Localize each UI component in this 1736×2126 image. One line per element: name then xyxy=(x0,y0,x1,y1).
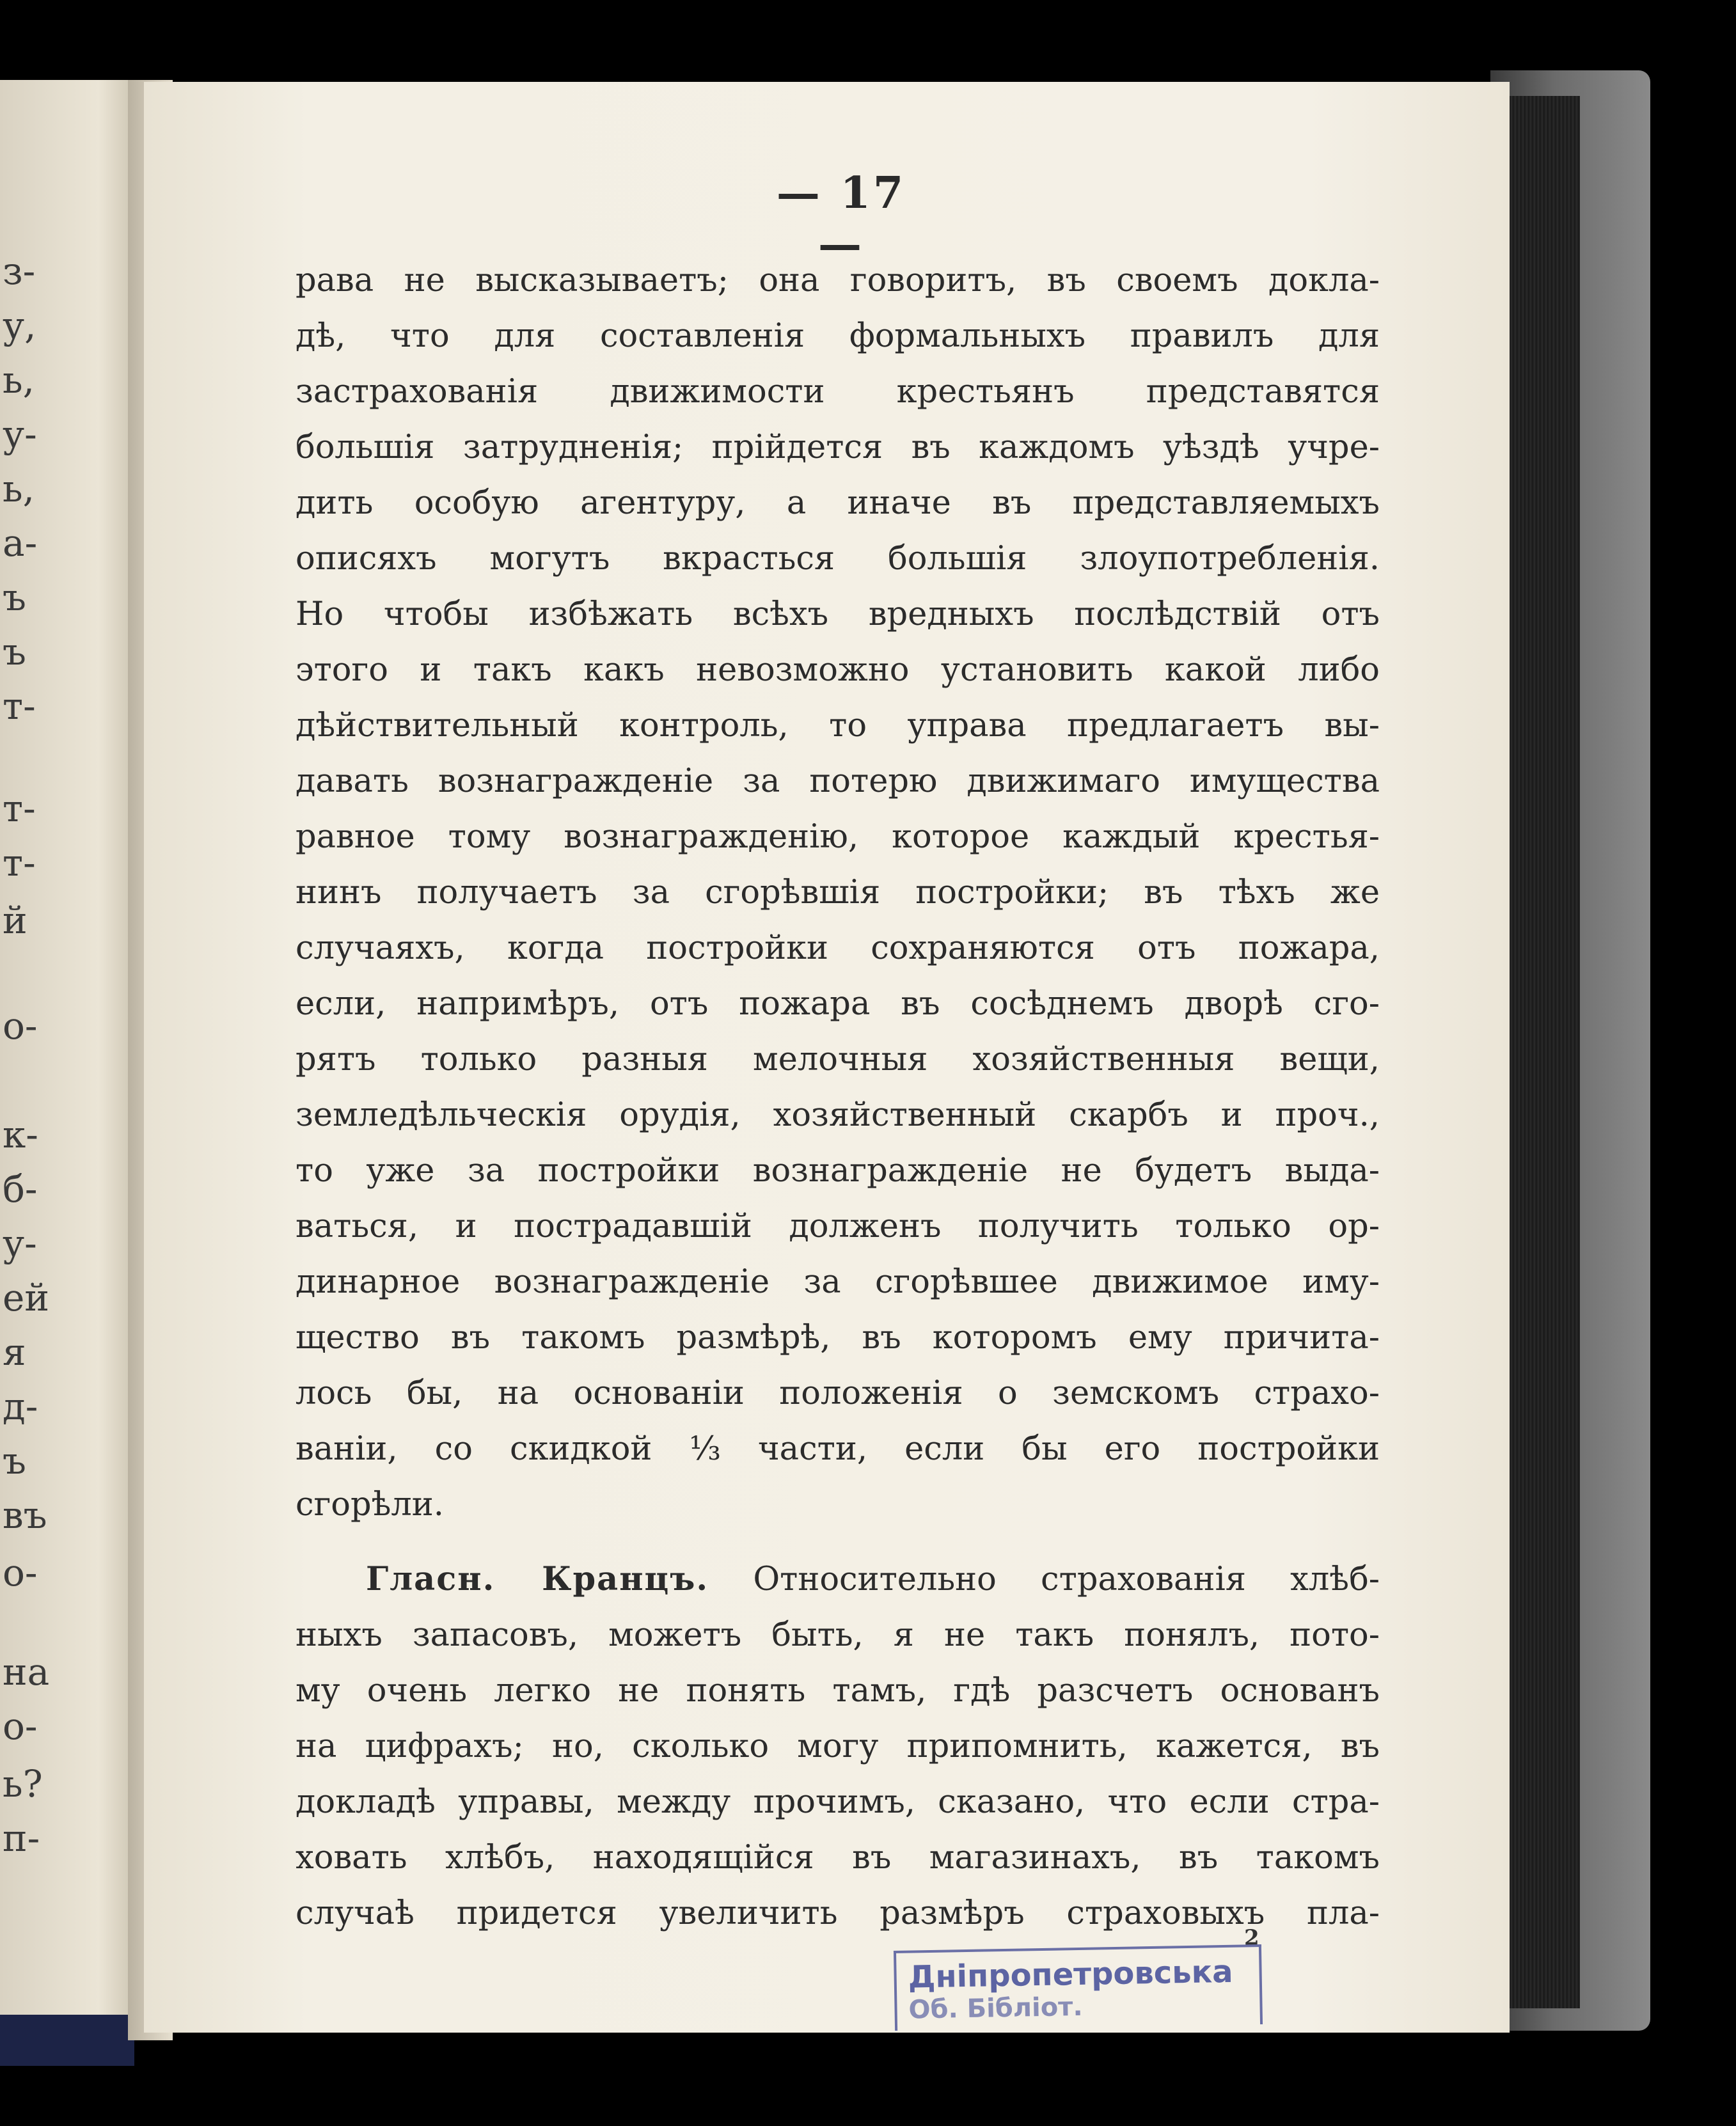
left-cover-fabric xyxy=(0,2015,134,2066)
left-page-text-fragment: й xyxy=(3,899,28,942)
text-line: сгорѣли. xyxy=(296,1486,444,1524)
left-page-text-fragment: у, xyxy=(3,304,36,347)
paragraph-2 xyxy=(296,1607,1380,1941)
left-page-text-fragment: т- xyxy=(3,684,36,728)
text-line: щество въ такомъ размѣрѣ, въ которомъ ему причита- xyxy=(296,1319,1380,1357)
text-line: лось бы, на основаніи положенія о земскомъ страхо- xyxy=(296,1374,1380,1412)
text-line: то уже за постройки вознагражденіе не будетъ выда- xyxy=(296,1152,1380,1190)
page-number: — 17 — xyxy=(776,168,906,270)
left-page-text-fragment: б- xyxy=(3,1167,38,1211)
left-page-text-fragment: п- xyxy=(3,1816,40,1860)
text-line: на цифрахъ; но, сколько могу припомнить, кажется, въ xyxy=(296,1728,1380,1765)
left-page-text-fragment: у- xyxy=(3,1222,37,1265)
text-line: дѣйствительный контроль, то управа предлагаетъ вы- xyxy=(296,707,1380,744)
left-page-text-fragment: ь, xyxy=(3,467,35,510)
text-line: большія затрудненія; прійдется въ каждомъ уѣздѣ учре- xyxy=(296,429,1380,466)
text-line: Но чтобы избѣжать всѣхъ вредныхъ послѣдствій отъ xyxy=(296,595,1380,633)
paragraph-1 xyxy=(296,253,1380,1532)
text-line: ховать хлѣбъ, находящійся въ магазинахъ, въ такомъ xyxy=(296,1839,1380,1877)
left-page-text-fragment: о- xyxy=(3,1004,38,1048)
page-edges xyxy=(1510,96,1580,2008)
left-page-text-fragment: о- xyxy=(3,1551,38,1594)
text-line: рава не высказываетъ; она говоритъ, въ своемъ докла- xyxy=(296,262,1380,299)
text-line: ваться, и пострадавшій долженъ получить только ор- xyxy=(296,1208,1380,1245)
speaker-name: Гласн. Кранцъ. xyxy=(366,1560,709,1598)
text-line: равное тому вознагражденію, которое каждый крестья- xyxy=(296,818,1380,856)
left-page-text-fragment: въ xyxy=(3,1493,47,1537)
text-line: случаѣ придется увеличить размѣръ страховыхъ пла- xyxy=(296,1894,1380,1932)
text-line: если, напримѣръ, отъ пожара въ сосѣднемъ дворѣ сго- xyxy=(296,985,1380,1023)
library-stamp: Днiпропетровська Об. Бiблiот. xyxy=(894,1944,1263,2031)
page-text xyxy=(296,253,1380,1941)
left-page-text-fragment: ь, xyxy=(3,358,35,402)
text-line: докладѣ управы, между прочимъ, сказано, что если стра- xyxy=(296,1783,1380,1821)
left-page-text-fragment: ь? xyxy=(3,1762,43,1806)
text-line: рятъ только разныя мелочныя хозяйственныя вещи, xyxy=(296,1041,1380,1078)
left-page-text-fragment: о- xyxy=(3,1705,38,1748)
left-page-text-fragment: а- xyxy=(3,521,38,565)
left-page-text-fragment: т- xyxy=(3,787,36,830)
text-line: нинъ получаетъ за сгорѣвшія постройки; въ тѣхъ же xyxy=(296,874,1380,911)
left-page xyxy=(0,80,141,2040)
left-page-text-fragment: на xyxy=(3,1650,50,1694)
left-page-text-fragment: я xyxy=(3,1330,26,1374)
paragraph-2-first-line: Гласн. Кранцъ. Относительно страхованія хлѣб- xyxy=(366,1560,1380,1598)
text-line: этого и такъ какъ невозможно установить какой либо xyxy=(296,651,1380,689)
text-line: динарное вознагражденіе за сгорѣвшее движимое иму- xyxy=(296,1263,1380,1301)
text-line: давать вознагражденіе за потерю движимаго имущества xyxy=(296,762,1380,800)
text-line: земледѣльческія орудія, хозяйственный скарбъ и проч., xyxy=(296,1096,1380,1134)
text-line: ныхъ запасовъ, можетъ быть, я не такъ понялъ, пото- xyxy=(296,1616,1380,1654)
left-page-text-fragment: ъ xyxy=(3,630,26,673)
text-line: описяхъ могутъ вкрасться большія злоупотребленія. xyxy=(296,540,1380,578)
signature-mark: 2 xyxy=(1244,1925,1259,1951)
left-page-text-fragment: ъ xyxy=(3,1439,26,1483)
left-page-text-fragment: ей xyxy=(3,1276,49,1319)
left-page-text-fragment: з- xyxy=(3,249,36,293)
left-page-text-fragment: ъ xyxy=(3,576,26,619)
text-line: дѣ, что для составленія формальныхъ правилъ для xyxy=(296,317,1380,355)
text-line: ваніи, со скидкой ⅓ части, если бы его постройки xyxy=(296,1430,1380,1468)
left-page-text-fragment: к- xyxy=(3,1113,38,1156)
text-line: му очень легко не понять тамъ, гдѣ разсчетъ основанъ xyxy=(296,1672,1380,1710)
text-line: застрахованія движимости крестьянъ представятся xyxy=(296,373,1380,411)
left-page-text-fragment: д- xyxy=(3,1385,38,1428)
text-line: дить особую агентуру, а иначе въ представляемыхъ xyxy=(296,484,1380,522)
left-page-text-fragment: т- xyxy=(3,841,36,885)
left-page-text-fragment: у- xyxy=(3,413,37,456)
text-line: случаяхъ, когда постройки сохраняются отъ пожара, xyxy=(296,929,1380,967)
